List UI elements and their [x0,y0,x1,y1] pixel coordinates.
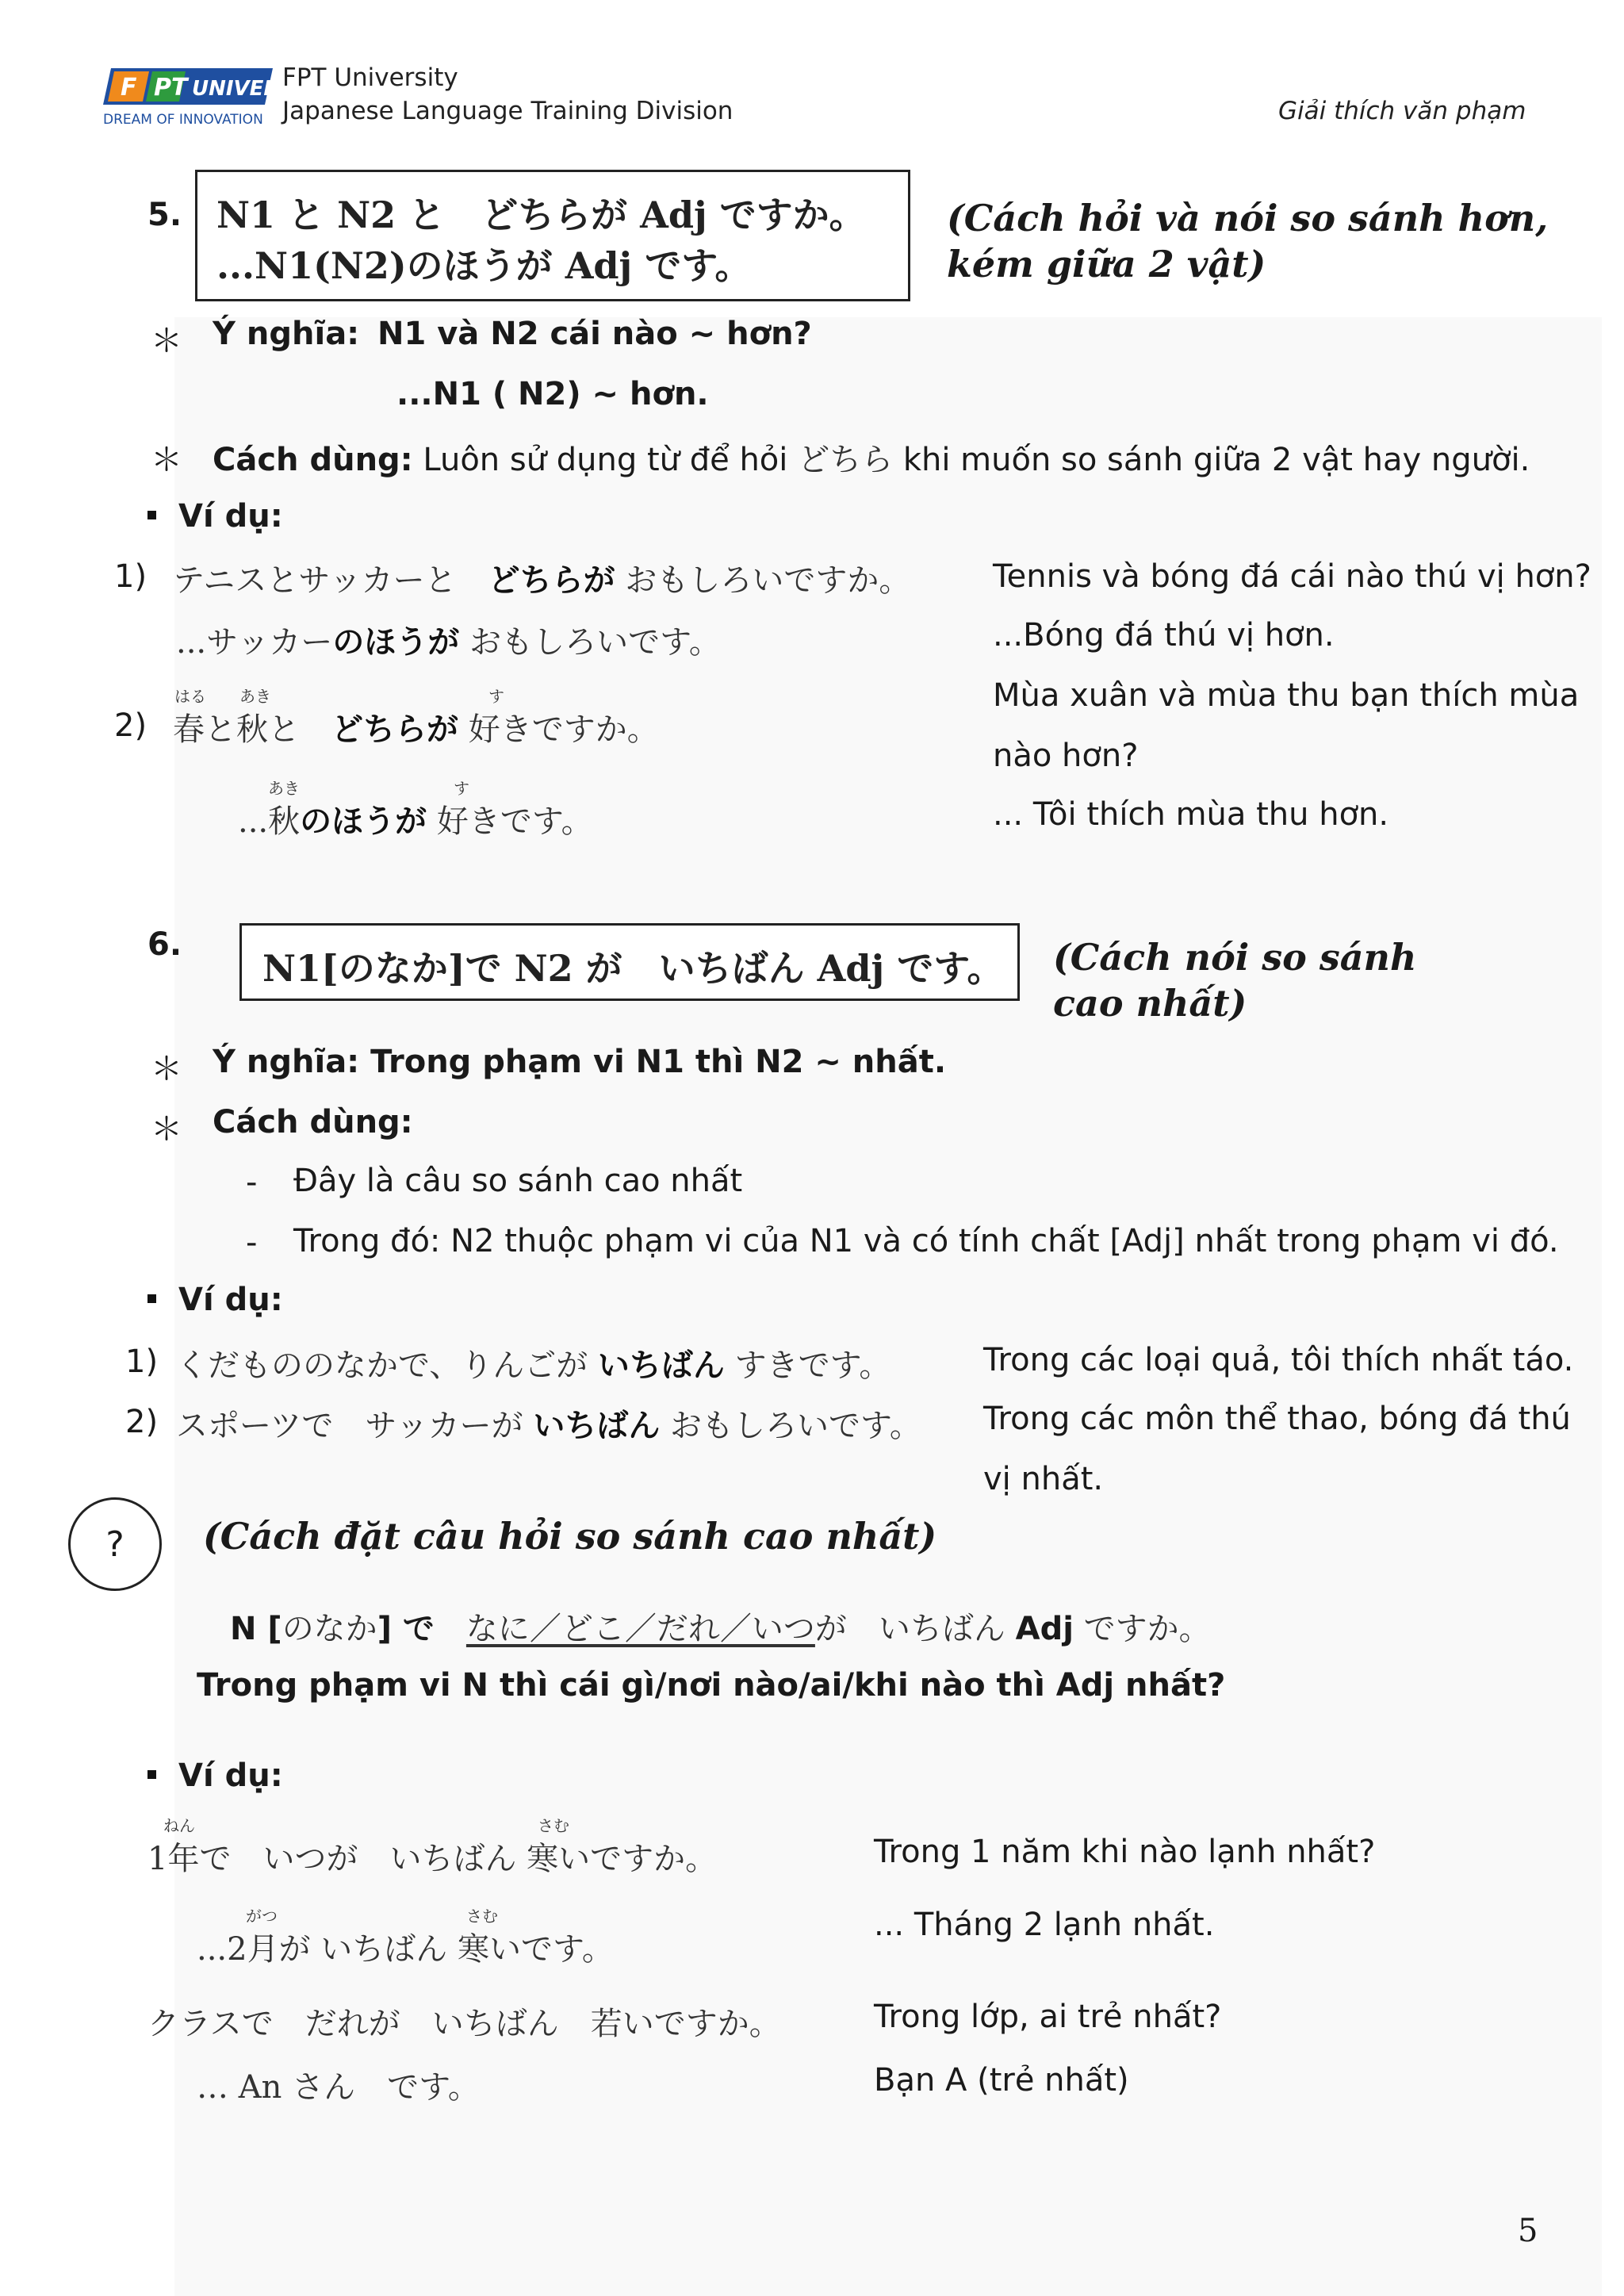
note: (Cách hỏi và nói so sánh hơn, [947,197,1549,240]
furigana: す [454,779,469,798]
org-name: FPT University [282,63,458,92]
question-translation: Trong phạm vi N thì cái gì/nơi nào/ai/khi nào thì Adj nhất? [197,1667,1226,1704]
example-number: 1) [114,558,147,595]
example-number: 1) [125,1343,159,1380]
furigana: さむ [538,1816,569,1835]
example-answer-vi: ...Bóng đá thú vị hơn. [993,617,1335,654]
example-jp: スポーツで サッカーが いちばん おもしろいです。 [176,1407,921,1444]
svg-text:F: F [121,74,137,102]
example-jp: くだもののなかで、りんごが いちばん すきです。 [176,1347,891,1384]
question-mark-icon: ? [68,1497,162,1591]
bullet-icon: ＊ [151,1111,182,1148]
example-label: Ví dụ: [147,1757,283,1794]
section-number: 5. [147,197,182,233]
svg-text:PT: PT [154,74,188,102]
svg-text:UNIVERSITY: UNIVERSITY [192,77,331,101]
furigana: はる [174,687,206,706]
meaning-text: Ý nghĩa: Trong phạm vi N1 thì N2 ~ nhất. [213,1044,947,1080]
furigana: がつ [246,1907,278,1926]
dash-icon: - [246,1164,258,1201]
example-vi: Trong 1 năm khi nào lạnh nhất? [874,1834,1376,1870]
example-answer-vi: Bạn A (trẻ nhất) [874,2062,1129,2099]
example-jp: テニスとサッカーと どちらが おもしろいですか。 [173,562,911,599]
example-jp: 春と秋と どちらが 好きですか。 [173,711,659,748]
bullet-icon: ＊ [151,323,182,359]
example-jp: 1年で いつが いちばん 寒いですか。 [147,1841,718,1877]
bullet-icon: ＊ [151,1051,182,1087]
usage-item: Trong đó: N2 thuộc phạm vi của N1 và có tính chất [Adj] nhất trong phạm vi đó. [293,1223,1559,1259]
usage-text: Cách dùng: Luôn sử dụng từ để hỏi どちら khi muốn so sánh giữa 2 vật hay người. [213,442,1530,478]
svg-text:DREAM OF INNOVATION: DREAM OF INNOVATION [103,112,263,128]
usage-label: Cách dùng: [213,1104,413,1140]
section-title: Giải thích văn phạm [1278,97,1526,125]
furigana: す [488,687,504,706]
usage-item: Đây là câu so sánh cao nhất [293,1163,743,1199]
note: kém giữa 2 vật) [947,243,1266,286]
example-answer-vi: ... Tháng 2 lạnh nhất. [874,1907,1215,1943]
note: cao nhất) [1053,982,1247,1025]
page-number: 5 [1518,2213,1538,2249]
example-answer-jp: … An さん です。 [197,2069,480,2106]
example-vi: Trong các loại quả, tôi thích nhất táo. [983,1342,1574,1378]
example-label: Ví dụ: [147,498,283,535]
furigana: あき [239,687,271,706]
example-answer-jp: ...サッカーのほうが おもしろいです。 [176,623,721,661]
section-number: 6. [147,926,182,963]
note: (Cách nói so sánh [1053,936,1417,979]
example-answer-jp: ...秋のほうが 好きです。 [238,803,593,840]
example-vi: Tennis và bóng đá cái nào thú vị hơn? [993,558,1591,595]
example-label: Ví dụ: [147,1282,283,1318]
bullet-icon: ＊ [151,442,182,478]
example-vi: vị nhất. [983,1461,1104,1497]
question-title: (Cách đặt câu hỏi so sánh cao nhất) [203,1515,937,1558]
pattern-line: N1[のなか]で N2 が いちばん Adj です。 [262,947,1004,990]
question-pattern: N [のなか] で なに／どこ／だれ／いつが いちばん Adj ですか。 [230,1611,1211,1647]
furigana: ねん [163,1816,195,1835]
meaning-text: ...N1 ( N2) ~ hơn. [396,376,709,412]
example-vi: Trong các môn thể thao, bóng đá thú [983,1401,1571,1437]
division-name: Japanese Language Training Division [282,97,733,125]
furigana: さむ [466,1907,498,1926]
meaning-text: N1 và N2 cái nào ~ hơn? [377,316,812,352]
example-answer-jp: ...2月が いちばん 寒いです。 [197,1931,614,1968]
pattern-line: ...N1(N2)のほうが Adj です。 [216,244,752,287]
example-answer-vi: ... Tôi thích mùa thu hơn. [993,796,1389,833]
furigana: あき [268,779,300,798]
meaning-label: Ý nghĩa: [213,316,360,352]
example-number: 2) [125,1404,159,1440]
square-bullet-icon [147,511,156,519]
pattern-box [239,923,1020,1001]
square-bullet-icon [147,1294,156,1303]
pattern-box [195,170,910,301]
square-bullet-icon [147,1770,156,1779]
example-number: 2) [114,707,147,744]
pattern-line: N1 と N2 と どちらが Adj ですか。 [216,194,866,236]
example-vi: nào hơn? [993,738,1139,774]
fpt-university-logo [103,63,331,130]
example-vi: Mùa xuân và mùa thu bạn thích mùa [993,677,1580,714]
example-jp: クラスで だれが いちばん 若いですか。 [147,2006,781,2042]
dash-icon: - [246,1225,258,1261]
example-vi: Trong lớp, ai trẻ nhất? [874,1999,1222,2035]
